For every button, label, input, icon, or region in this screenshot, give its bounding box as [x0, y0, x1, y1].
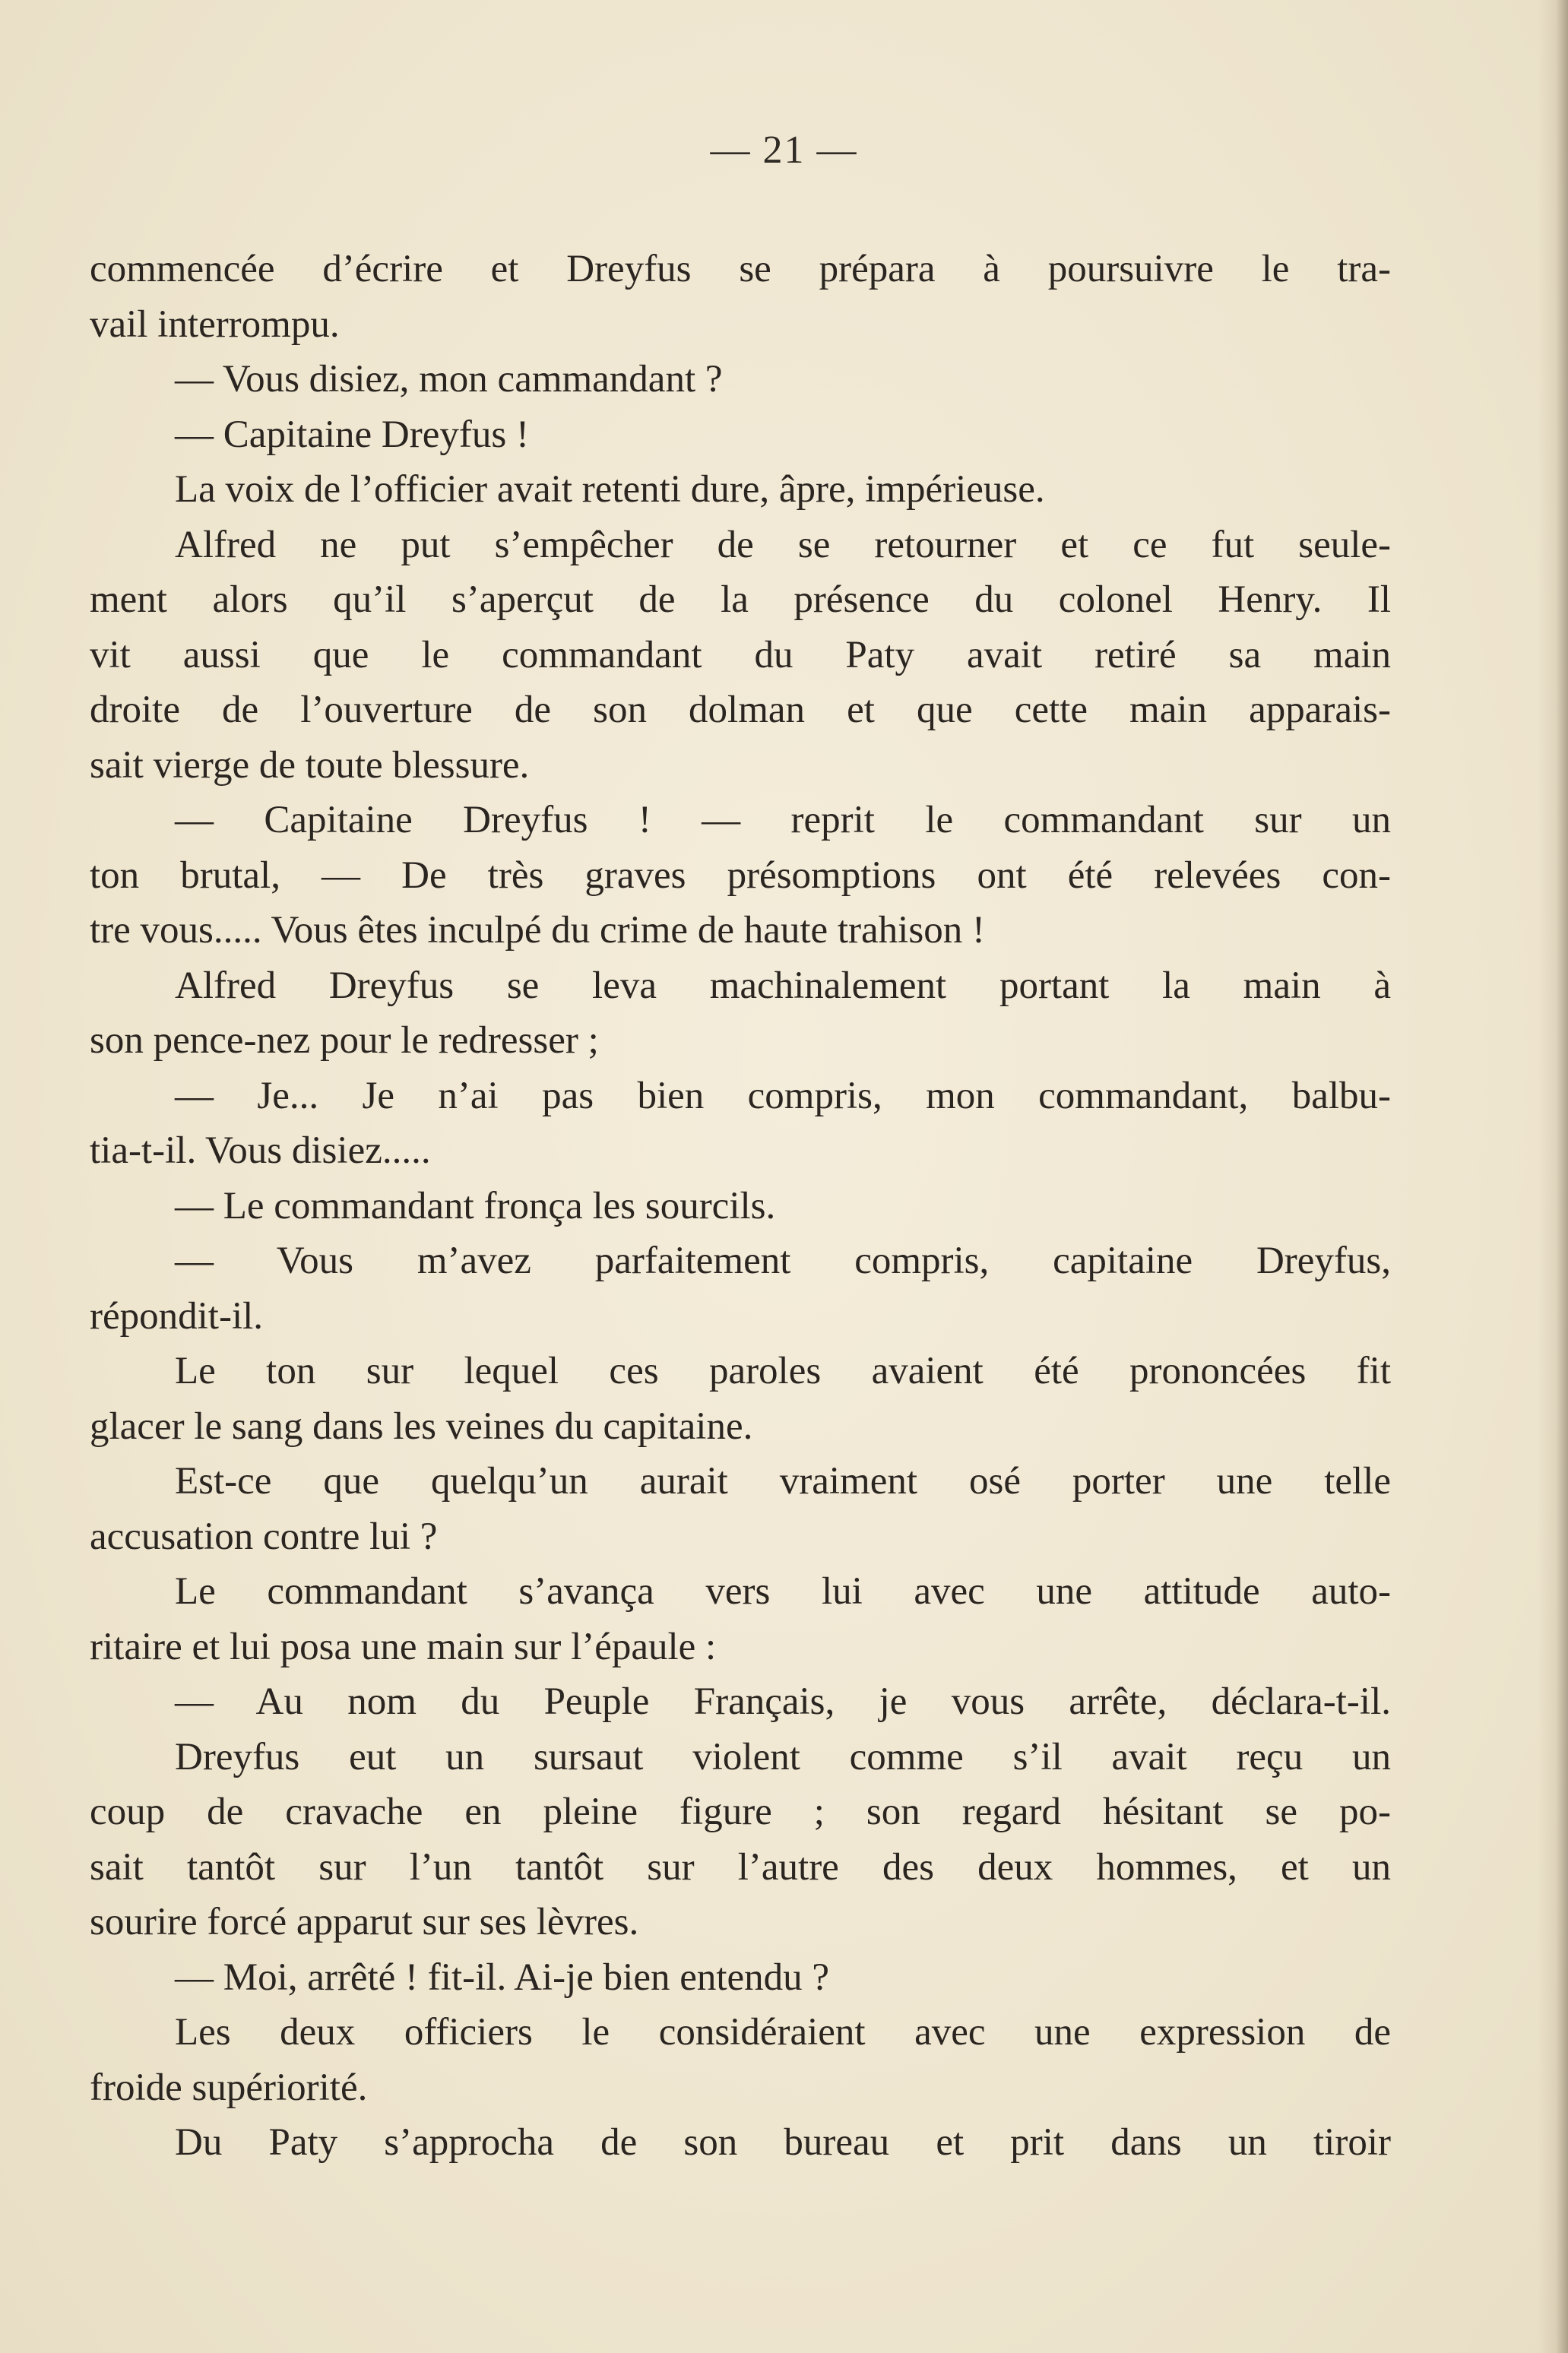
text-line: Est-ce que quelqu’un aurait vraiment osé porter une telle [175, 1460, 1391, 1503]
text-line: vit aussi que le commandant du Paty avait retiré sa main [90, 633, 1391, 676]
text-line: Le ton sur lequel ces paroles avaient été prononcées fit [175, 1350, 1391, 1392]
text-line: sourire forcé apparut sur ses lèvres. [90, 1901, 639, 1943]
text-line: — Je... Je n’ai pas bien compris, mon commandant, balbu- [175, 1074, 1391, 1117]
text-line: — Vous disiez, mon cammandant ? [175, 358, 723, 401]
text-line: ritaire et lui posa une main sur l’épaule : [90, 1625, 717, 1668]
text-line: sait vierge de toute blessure. [90, 743, 530, 787]
text-line: glacer le sang dans les veines du capitaine. [90, 1405, 753, 1448]
text-line: — Capitaine Dreyfus ! — reprit le commandant sur un [175, 799, 1391, 841]
text-line: vail interrompu. [90, 302, 340, 346]
text-line: Le commandant s’avança vers lui avec une attitude auto- [175, 1570, 1391, 1613]
text-line: Dreyfus eut un sursaut violent comme s’il avait reçu un [175, 1735, 1391, 1778]
text-line: — Au nom du Peuple Français, je vous arrête, déclara-t-il. [175, 1680, 1391, 1723]
text-line: Les deux officiers le considéraient avec une expression de [175, 2011, 1391, 2054]
page-number: — 21 — [710, 128, 858, 172]
text-line: Alfred ne put s’empêcher de se retourner et ce fut seule- [175, 523, 1391, 566]
text-line: coup de cravache en pleine figure ; son regard hésitant se po- [90, 1791, 1391, 1833]
body-text [90, 242, 1391, 2171]
text-line: Du Paty s’approcha de son bureau et prit dans un tiroir [175, 2121, 1391, 2164]
text-line: — Le commandant fronça les sourcils. [175, 1184, 776, 1227]
text-line: La voix de l’officier avait retenti dure, âpre, impérieuse. [175, 468, 1045, 511]
text-line: sait tantôt sur l’un tantôt sur l’autre des deux hommes, et un [90, 1845, 1391, 1889]
text-line: son pence-nez pour le redresser ; [90, 1019, 599, 1062]
text-line: répondit-il. [90, 1294, 264, 1338]
text-line: froide supériorité. [90, 2066, 368, 2109]
text-line: commencée d’écrire et Dreyfus se prépara à poursuivre le tra- [90, 248, 1391, 290]
text-line: tia-t-il. Vous disiez..... [90, 1129, 431, 1172]
text-line: Alfred Dreyfus se leva machinalement portant la main à [175, 964, 1391, 1007]
text-line: — Capitaine Dreyfus ! [175, 413, 529, 456]
text-line: ton brutal, — De très graves présomptions ont été relevées con- [90, 853, 1391, 897]
text-line: — Moi, arrêté ! fit-il. Ai-je bien entendu ? [175, 1956, 830, 1999]
text-line: tre vous..... Vous êtes inculpé du crime de haute trahison ! [90, 909, 985, 952]
text-line: — Vous m’avez parfaitement compris, capitaine Dreyfus, [175, 1240, 1391, 1282]
text-line: accusation contre lui ? [90, 1515, 438, 1558]
text-line: droite de l’ouverture de son dolman et que cette main apparais- [90, 689, 1391, 731]
page-edge-shadow [1538, 0, 1568, 2353]
text-line: ment alors qu’il s’aperçut de la présence du colonel Henry. Il [90, 578, 1391, 621]
